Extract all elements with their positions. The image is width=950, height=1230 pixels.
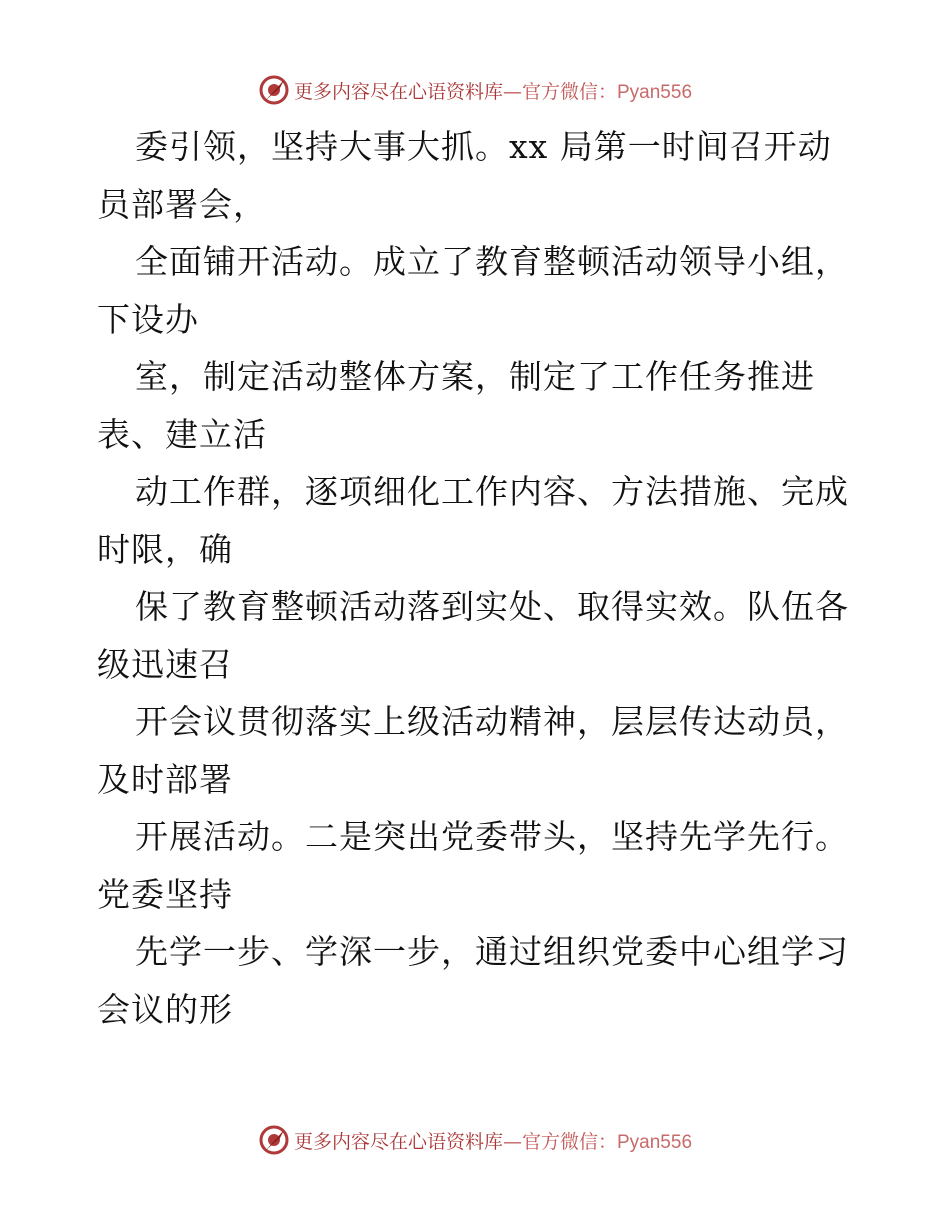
quill-seal-icon <box>258 74 290 106</box>
footer-wechat-label: 官方微信： <box>521 1130 617 1153</box>
document-body <box>97 118 877 1038</box>
footer-dash: — <box>502 1130 522 1153</box>
text-line: 先学一步、学深一步，通过组织党委中心组学习 <box>135 932 849 971</box>
text-line: 委引领，坚持大事大抓。xx 局第一时间召开动 <box>135 127 832 166</box>
text-line: 表、建立活 <box>97 414 267 454</box>
quill-seal-icon <box>258 1124 290 1156</box>
footer-handle: Pyan556 <box>617 1131 693 1153</box>
header-banner-text <box>294 77 692 104</box>
page-footer <box>0 1120 950 1160</box>
text-line: 开展活动。二是突出党委带头，坚持先学先行。 <box>135 817 849 856</box>
header-dash: — <box>502 80 522 103</box>
text-line: 开会议贯彻落实上级活动精神，层层传达动员， <box>135 702 849 741</box>
text-line: 下设办 <box>97 299 199 339</box>
header-handle: Pyan556 <box>617 81 693 103</box>
text-line: 党委坚持 <box>97 874 233 914</box>
text-line: 会议的形 <box>97 989 233 1029</box>
page-header <box>0 70 950 110</box>
text-line: 全面铺开活动。成立了教育整顿活动领导小组， <box>135 242 849 281</box>
text-line: 级迅速召 <box>97 644 233 684</box>
text-line: 动工作群，逐项细化工作内容、方法措施、完成 <box>135 472 849 511</box>
text-line: 时限，确 <box>97 529 233 569</box>
footer-banner-text <box>294 1127 692 1154</box>
text-line: 员部署会， <box>97 184 267 224</box>
text-line: 保了教育整顿活动落到实处、取得实效。队伍各 <box>135 587 849 626</box>
header-wechat-label: 官方微信： <box>521 80 617 103</box>
header-brand: 更多内容尽在心语资料库 <box>293 80 503 103</box>
footer-brand: 更多内容尽在心语资料库 <box>293 1130 503 1153</box>
text-line: 室，制定活动整体方案，制定了工作任务推进 <box>135 357 815 396</box>
text-line: 及时部署 <box>97 759 233 799</box>
